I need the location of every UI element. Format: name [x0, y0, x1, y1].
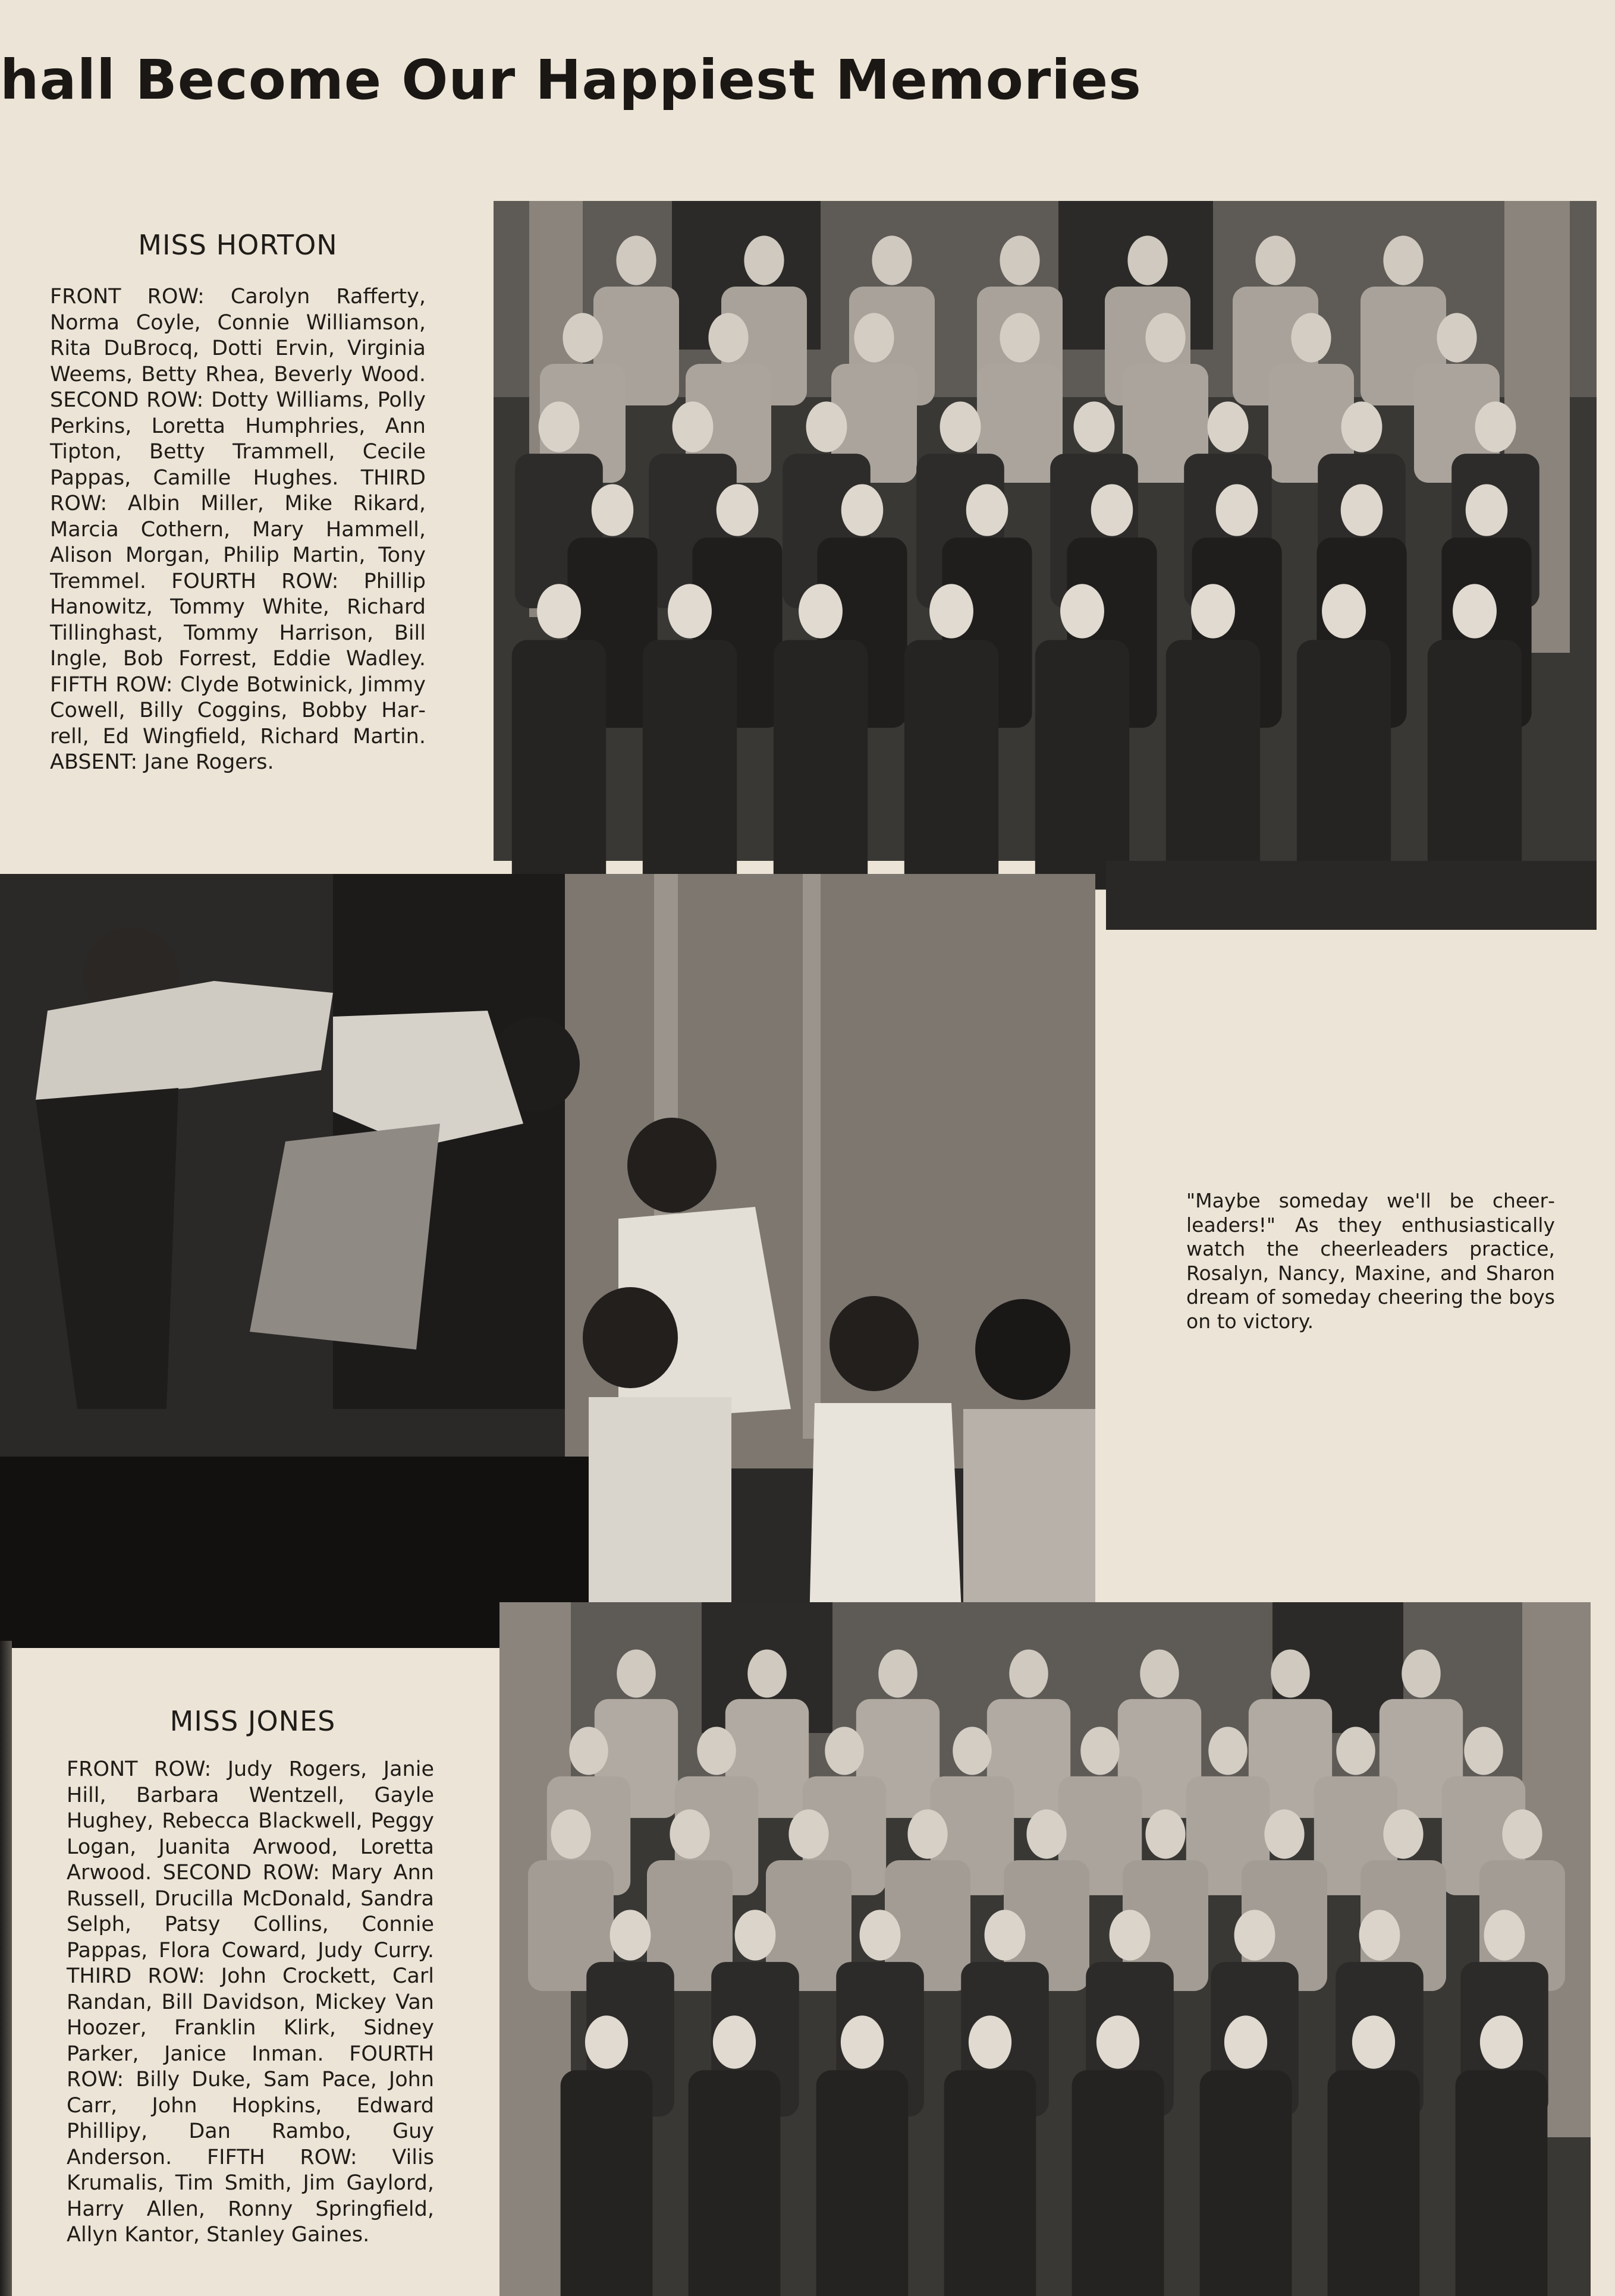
person-head: [1464, 1726, 1503, 1775]
person-head: [872, 235, 912, 285]
person-body: [1297, 640, 1391, 889]
person-head: [1322, 584, 1366, 639]
person-head: [539, 401, 580, 452]
person-head: [617, 1649, 656, 1697]
person-head: [929, 584, 973, 639]
jones-title: MISS JONES: [169, 1705, 336, 1737]
person-head: [1000, 235, 1039, 285]
person-head: [1291, 313, 1331, 362]
person-head: [1359, 1910, 1400, 1960]
person-head: [1140, 1649, 1179, 1697]
person-head: [1060, 584, 1104, 639]
person-head: [799, 584, 843, 639]
person-head: [616, 235, 656, 285]
person-head: [1091, 484, 1133, 536]
person-body: [1072, 2070, 1164, 2296]
person-head: [1224, 2015, 1267, 2068]
person-head: [1080, 1726, 1120, 1775]
person-head: [537, 584, 581, 639]
person-head: [1466, 484, 1508, 536]
cheer-photo-art: [0, 874, 1095, 1648]
person-head: [1216, 484, 1258, 536]
person-head: [788, 1809, 828, 1858]
person-body: [643, 640, 737, 889]
person-head: [953, 1726, 992, 1775]
person-head: [854, 313, 894, 362]
person-body: [1428, 640, 1522, 889]
person-head: [940, 401, 981, 452]
person-head: [744, 235, 784, 285]
person-head: [708, 313, 748, 362]
person-head: [1191, 584, 1235, 639]
person-head: [747, 1649, 787, 1697]
person-head: [1383, 1809, 1423, 1858]
person-head: [1336, 1726, 1375, 1775]
person-head: [1000, 313, 1039, 362]
person-body: [512, 640, 606, 889]
person-body: [689, 2070, 781, 2296]
horton-roster: FRONT ROW: Carolyn Rafferty, Norma Coyle, Connie Williamson, Rita DuBrocq, Dotti Ervin, Virginia Weems, Betty Rhea, Beverly Wood. SECOND ROW: Dotty Williams, Polly Perkins, Loretta Humphries, Ann Tipton, Betty Trammell, Cecile Pappas, Camille Hughes. THIRD ROW: Albin Miller, Mike Rikard, Marcia Cothern, Mary Hammell, Alison Morgan, Philip Martin, Tony Tremmel. FOURTH ROW: Phillip Hanowitz, Tommy White, Richard Tillinghast, Tommy Harrison, Bill Ingle, Bob Forrest, Eddie Wadley. FIFTH ROW: Clyde Botwinick, Jimmy Cowell, Billy Coggins, Bobby Harrell, Ed Wingfield, Richard Martin. ABSENT: Jane Rogers.: [50, 285, 426, 774]
horton-group-photo: [494, 201, 1597, 861]
person-head: [1402, 1649, 1441, 1697]
person-head: [717, 484, 759, 536]
person-body: [1166, 640, 1260, 889]
person-head: [1145, 313, 1185, 362]
person-head: [592, 484, 634, 536]
person-head: [1271, 1649, 1310, 1697]
person-head: [1127, 235, 1167, 285]
person-head: [806, 401, 847, 452]
person-head: [1208, 1726, 1248, 1775]
person-head: [1484, 1910, 1525, 1960]
person-head: [1502, 1809, 1542, 1858]
person-head: [907, 1809, 947, 1858]
person-head: [878, 1649, 918, 1697]
cheer-practice-photo: [0, 874, 1095, 1648]
jones-photo-art: [499, 1602, 1591, 2296]
person-head: [1480, 2015, 1523, 2068]
person-head: [610, 1910, 651, 1960]
person-head: [697, 1726, 736, 1775]
jones-roster: FRONT ROW: Judy Rogers, Janie Hill, Barbara Wentzell, Gayle Hughey, Rebecca Blackwell, Peggy Logan, Juanita Arwood, Loretta Arwood. SECOND ROW: Mary Ann Russell, Drucilla McDonald, Sandra Selph, Patsy Collins, Connie Pappas, Flora Coward, Judy Curry. THIRD ROW: John Crockett, Carl Randan, Bill Davidson, Mickey Van Hoozer, Franklin Klirk, Sidney Parker, Janice Inman. FOURTH ROW: Billy Duke, Sam Pace, John Carr, John Hopkins, Edward Phillipy, Dan Rambo, Guy Anderson. FIFTH ROW: Vilis Krumalis, Tim Smith, Jim Gaylord, Harry Allen, Ronny Springfield, Allyn Kantor, Stanley Gaines.: [67, 1757, 434, 2247]
person-head: [735, 1910, 776, 1960]
jones-group-photo: [499, 1602, 1591, 2296]
person-head: [668, 584, 712, 639]
person-head: [569, 1726, 608, 1775]
person-head: [1383, 235, 1423, 285]
person-head: [969, 2015, 1011, 2068]
person-head: [1026, 1809, 1066, 1858]
horton-title: MISS HORTON: [138, 229, 338, 261]
horton-photo-art: [494, 201, 1597, 861]
person-head: [1110, 1910, 1151, 1960]
person-head: [1453, 584, 1497, 639]
person-head: [1009, 1649, 1048, 1697]
person-head: [551, 1809, 590, 1858]
person-body: [561, 2070, 653, 2296]
person-body: [1328, 2070, 1420, 2296]
person-head: [713, 2015, 756, 2068]
person-head: [1437, 313, 1476, 362]
person-head: [1096, 2015, 1139, 2068]
horton-photo-extension: [1106, 861, 1597, 930]
person-body: [1456, 2070, 1548, 2296]
person-head: [1475, 401, 1516, 452]
person-head: [563, 313, 602, 362]
person-body: [904, 640, 998, 889]
person-head: [1145, 1809, 1185, 1858]
person-body: [944, 2070, 1036, 2296]
person-body: [774, 640, 868, 889]
person-head: [673, 401, 714, 452]
person-head: [966, 484, 1008, 536]
person-head: [1234, 1910, 1275, 1960]
cheer-caption: "Maybe someday we'll be cheerleaders!" As they enthusiastically watch the cheerleaders practice, Rosalyn, Nancy, Maxine, and Sharon dream of someday cheering the boys on to victory.: [1186, 1189, 1555, 1333]
person-body: [1200, 2070, 1292, 2296]
person-head: [985, 1910, 1026, 1960]
person-body: [816, 2070, 909, 2296]
person-head: [670, 1809, 709, 1858]
person-head: [841, 484, 884, 536]
person-head: [1341, 484, 1383, 536]
person-head: [1208, 401, 1249, 452]
person-head: [860, 1910, 901, 1960]
person-head: [825, 1726, 864, 1775]
person-head: [1074, 401, 1115, 452]
person-head: [1264, 1809, 1304, 1858]
person-head: [1341, 401, 1383, 452]
person-head: [1255, 235, 1295, 285]
page-binding-edge: [0, 1641, 12, 2296]
person-head: [1352, 2015, 1395, 2068]
person-body: [1035, 640, 1129, 889]
person-head: [841, 2015, 884, 2068]
page-headline: hall Become Our Happiest Memories: [0, 48, 1142, 112]
person-head: [585, 2015, 628, 2068]
